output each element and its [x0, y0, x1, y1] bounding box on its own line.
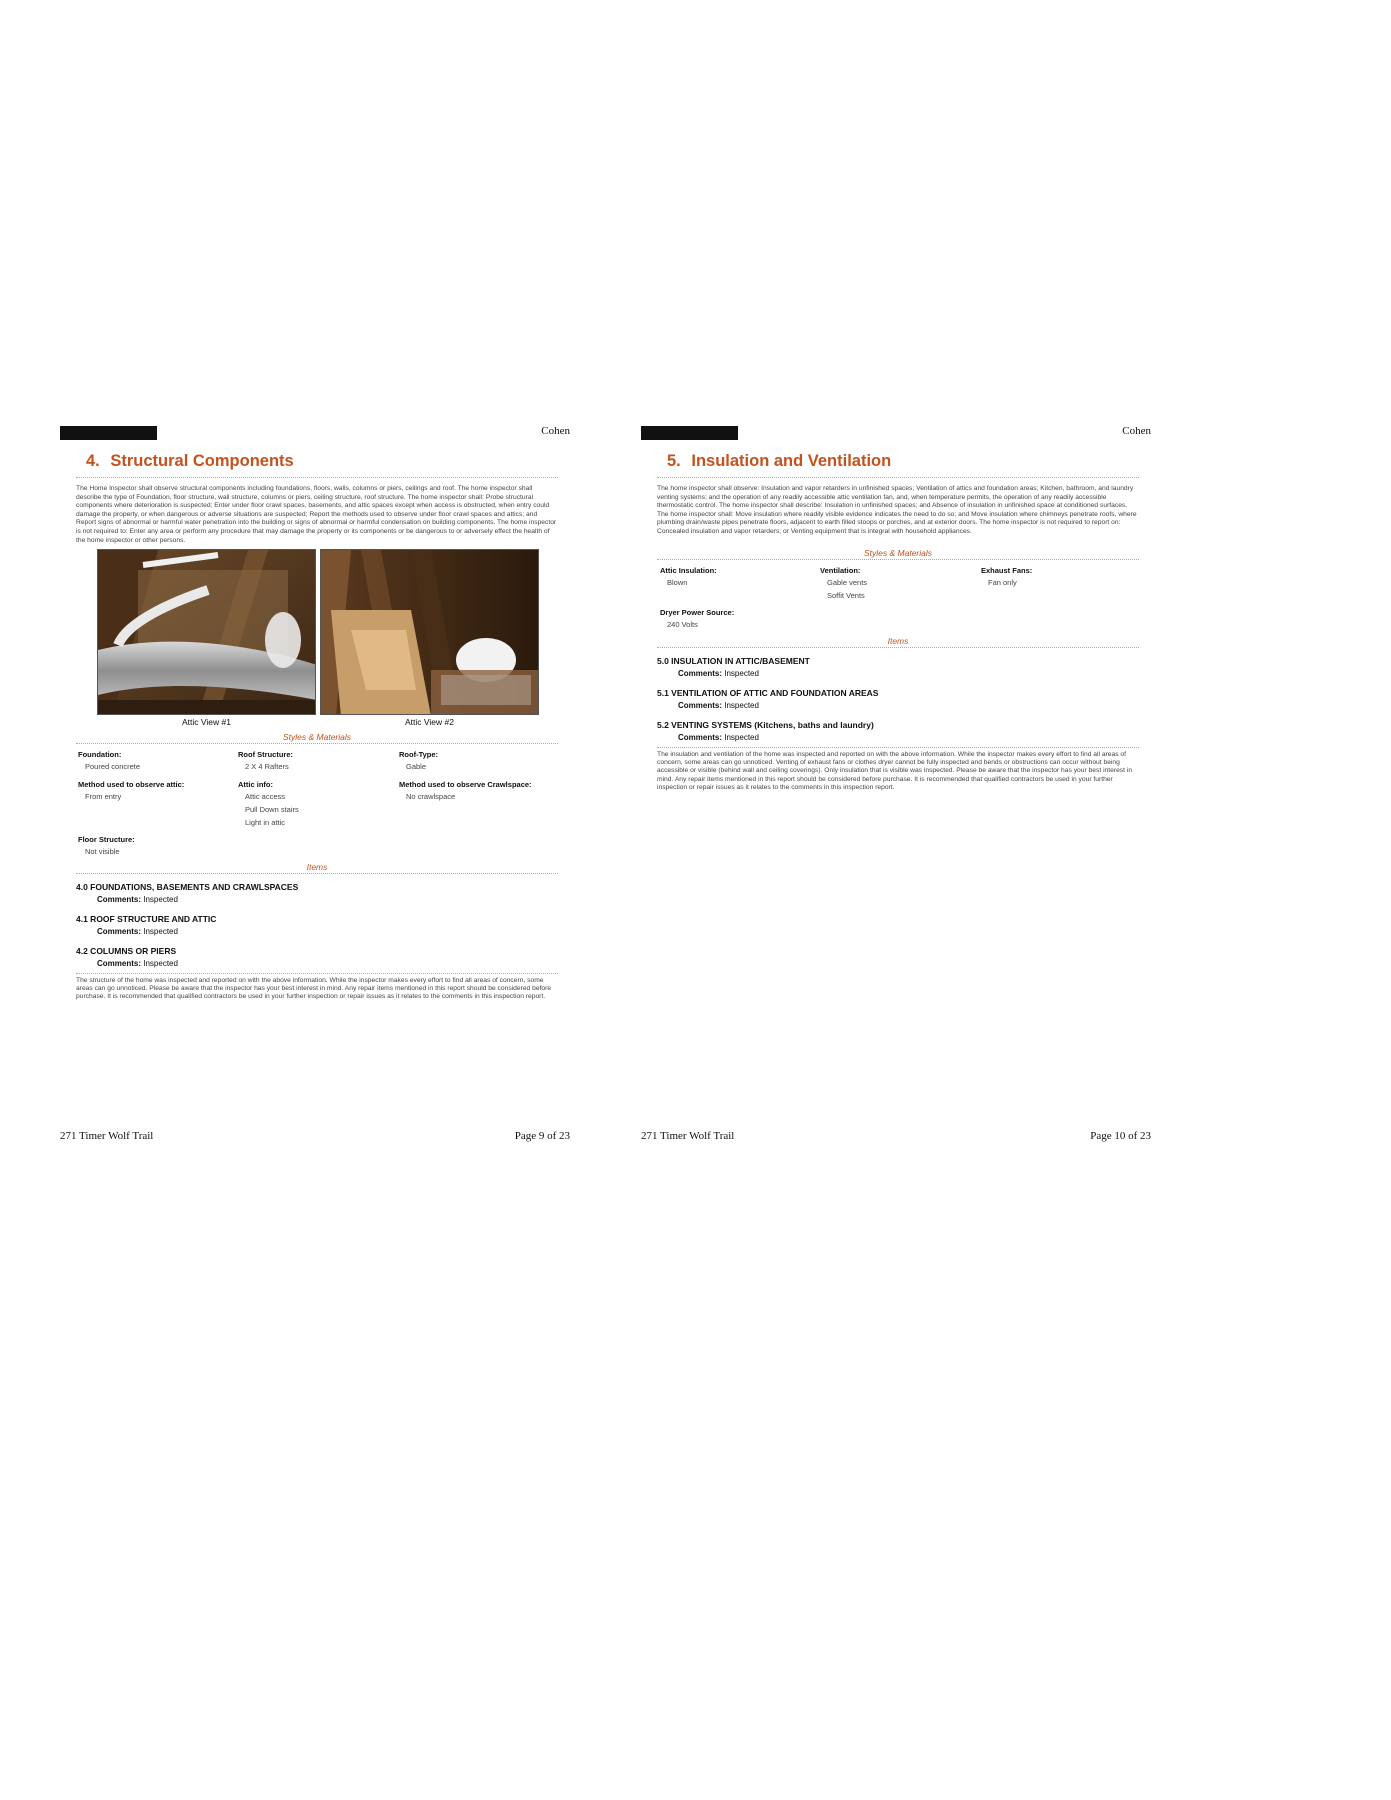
field-value-foundation: Poured concrete	[85, 762, 141, 771]
field-label-crawlspace-method: Method used to observe Crawlspace:	[399, 780, 532, 789]
title-divider	[657, 477, 1139, 478]
field-label-roof-type: Roof-Type:	[399, 750, 439, 759]
client-name: Cohen	[1122, 425, 1151, 437]
attic-photo-1	[97, 549, 316, 715]
item-comment-4-0	[97, 895, 178, 904]
section-title-text: Insulation and Ventilation	[691, 452, 892, 470]
field-value-roof-structure: 2 X 4 Rafters	[245, 762, 289, 771]
comment-label: Comments:	[97, 895, 142, 904]
photo-caption-1: Attic View #1	[182, 717, 231, 727]
redacted-header-block	[60, 426, 157, 440]
comment-label: Comments:	[97, 927, 142, 936]
field-value-attic-info-2: Pull Down stairs	[245, 805, 299, 814]
field-label-ventilation: Ventilation:	[820, 566, 861, 575]
field-value-roof-type: Gable	[406, 762, 427, 771]
field-value-attic-insulation: Blown	[667, 578, 688, 587]
item-comment-4-1	[97, 927, 178, 936]
section-closing: The insulation and ventilation of the home was inspected and reported on with the above information. While the inspector makes every effort to find all areas of concern, some areas can go unnoticed. Venting of exhaust fans or clothes dryer cannot be fully inspected and bends or obstructions can occur without being accessible or visible (behind wall and ceiling coverings). Only insulation that is visible was inspected. Please be aware that the inspector has your best interest in mind. Any repair items mentioned in this report should be considered before purchase. It is recommended that qualified contractors be used in your further inspection or repair issues as it relates to the comments in this inspection report.	[657, 751, 1133, 791]
item-title-4-0: 4.0 FOUNDATIONS, BASEMENTS AND CRAWLSPACES	[76, 882, 299, 892]
item-title-4-2: 4.2 COLUMNS OR PIERS	[76, 946, 177, 956]
field-value-attic-info-3: Light in attic	[245, 818, 286, 827]
field-label-foundation: Foundation:	[78, 750, 122, 759]
field-value-exhaust-fans: Fan only	[988, 578, 1017, 587]
field-value-dryer-power: 240 Volts	[667, 620, 698, 629]
comment-value: Inspected	[724, 733, 759, 742]
section-number: 4.	[86, 452, 100, 470]
items-divider	[657, 647, 1139, 648]
field-value-attic-method: From entry	[85, 792, 122, 801]
comment-value: Inspected	[143, 959, 178, 968]
comment-label: Comments:	[678, 733, 723, 742]
section-intro: The home inspector shall observe: Insulation and vapor retarders in unfinished spaces; Ventilation of attics and foundation areas; Kitchen, bathroom, and laundry venting systems; and the operation of any readily accessible attic ventilation fan, and, when temperature permits, the operation of any readily accessible thermostatic control. The home inspector shall describe: Insulation in unfinished spaces; and Absence of insulation in unfinished space at conditioned surfaces. The home inspector shall: Move insulation where readily visible evidence indicates the need to do so; and Move insulation where chimneys penetrate roofs, where plumbing drain/waste pipes penetrate floors, adjacent to earth filled stoops or porches, and at exterior doors. The home inspector is not required to report on: Concealed insulation and vapor retarders; or Venting equipment that is integral with household appliances.	[657, 485, 1137, 535]
field-label-dryer-power: Dryer Power Source:	[660, 608, 735, 617]
redacted-header-block	[641, 426, 738, 440]
footer-address: 271 Timer Wolf Trail	[60, 1130, 154, 1142]
item-comment-5-1	[678, 701, 759, 710]
comment-value: Inspected	[143, 927, 178, 936]
item-title-5-0: 5.0 INSULATION IN ATTIC/BASEMENT	[657, 656, 810, 666]
comment-value: Inspected	[724, 701, 759, 710]
field-label-attic-info: Attic info:	[238, 780, 273, 789]
item-comment-5-0	[678, 669, 759, 678]
item-title-5-2: 5.2 VENTING SYSTEMS (Kitchens, baths and laundry)	[657, 720, 874, 730]
footer-page-number: Page 10 of 23	[1090, 1130, 1151, 1142]
closing-divider	[76, 973, 558, 974]
field-label-floor-structure: Floor Structure:	[78, 835, 135, 844]
comment-label: Comments:	[678, 701, 723, 710]
comment-label: Comments:	[97, 959, 142, 968]
styles-materials-heading: Styles & Materials	[282, 732, 352, 742]
styles-divider	[657, 559, 1139, 560]
field-label-exhaust-fans: Exhaust Fans:	[981, 566, 1033, 575]
field-label-roof-structure: Roof Structure:	[238, 750, 293, 759]
field-value-crawlspace-method: No crawlspace	[406, 792, 456, 801]
comment-value: Inspected	[143, 895, 178, 904]
section-closing: The structure of the home was inspected and reported on with the above information. While the inspector makes every effort to find all areas of concern, some areas can go unnoticed. Please be aware that the inspector has your best interest in mind. Any repair items mentioned in this report should be considered before purchase. It is recommended that qualified contractors be used in your further inspection or repair issues as it relates to the comments in this inspection report.	[76, 977, 552, 1001]
section-intro: The Home Inspector shall observe structural components including foundations, floors, walls, columns or piers, ceilings and roof. The home inspector shall describe the type of Foundation, floor structure, wall structure, columns or piers, ceiling structure, roof structure. The home inspector shall: Probe structural components where deterioration is suspected; Enter under floor crawl spaces, basements, and attic spaces except when access is obstructed, when entry could damage the property, or when dangerous or adverse situations are suspected; Report the methods used to observe under floor crawl spaces and attics; and Report signs of abnormal or harmful water penetration into the building or signs of abnormal or harmful condensation on building components. The home inspector is not required to: Enter any area or perform any procedure that may damage the property or its components or be dangerous to or adversely effect the health of the home inspector or other persons.	[76, 485, 557, 544]
item-comment-5-2	[678, 733, 759, 742]
footer-page-number: Page 9 of 23	[514, 1130, 570, 1142]
attic-photo-2	[320, 549, 539, 715]
item-title-5-1: 5.1 VENTILATION OF ATTIC AND FOUNDATION AREAS	[657, 688, 879, 698]
items-divider	[76, 873, 558, 874]
styles-divider	[76, 743, 558, 744]
field-label-attic-insulation: Attic Insulation:	[660, 566, 717, 575]
field-value-ventilation-2: Soffit Vents	[827, 591, 865, 600]
items-heading: Items	[306, 862, 328, 872]
field-label-attic-method: Method used to observe attic:	[78, 780, 185, 789]
section-title-text: Structural Components	[110, 452, 294, 470]
item-comment-4-2	[97, 959, 178, 968]
section-title	[86, 452, 294, 471]
report-page-9	[60, 0, 580, 1564]
items-heading: Items	[887, 636, 909, 646]
closing-divider	[657, 747, 1139, 748]
attic-photo-icon	[321, 550, 539, 715]
attic-photo-icon	[98, 550, 316, 715]
footer-address: 271 Timer Wolf Trail	[641, 1130, 735, 1142]
field-value-ventilation-1: Gable vents	[827, 578, 868, 587]
section-number: 5.	[667, 452, 681, 470]
section-title	[667, 452, 891, 471]
client-name: Cohen	[541, 425, 570, 437]
field-value-attic-info-1: Attic access	[245, 792, 286, 801]
styles-materials-heading: Styles & Materials	[863, 548, 933, 558]
comment-label: Comments:	[678, 669, 723, 678]
field-value-floor-structure: Not visible	[85, 847, 120, 856]
photo-caption-2: Attic View #2	[405, 717, 454, 727]
title-divider	[76, 477, 558, 478]
report-page-10	[641, 0, 1161, 1564]
item-title-4-1: 4.1 ROOF STRUCTURE AND ATTIC	[76, 914, 217, 924]
comment-value: Inspected	[724, 669, 759, 678]
